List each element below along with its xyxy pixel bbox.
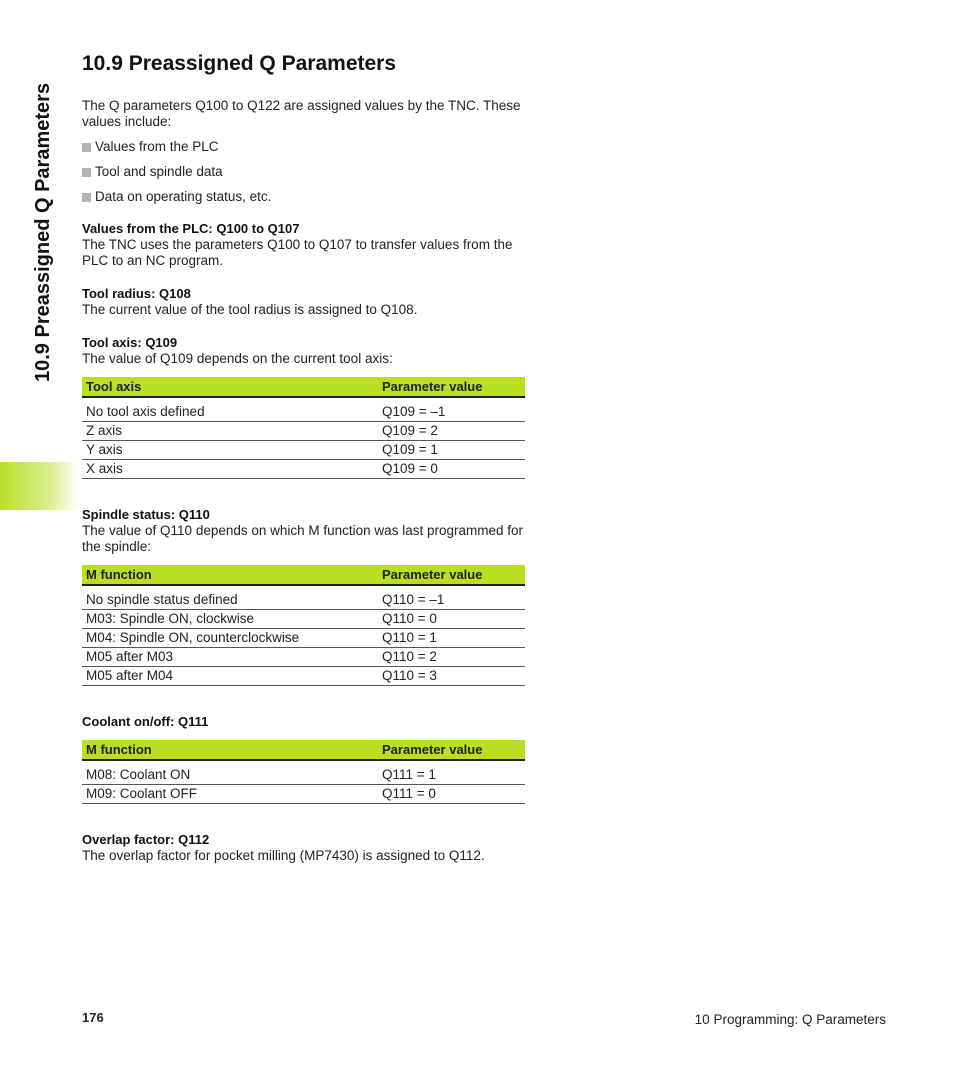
sidebar-title-text: 10.9 Preassigned Q Parameters [32,82,54,382]
page-title: 10.9 Preassigned Q Parameters [82,52,397,75]
table-header-cell: Tool axis [82,377,378,397]
table-header-cell: M function [82,565,378,585]
table-row: M03: Spindle ON, clockwise Q110 = 0 [82,610,525,629]
table-row: M08: Coolant ON Q111 = 1 [82,760,525,785]
section-heading: Values from the PLC: Q100 to Q107 [82,221,300,236]
table-header-row [82,377,525,397]
list-item: Tool and spindle data [82,164,526,180]
page-number: 176 [82,1010,104,1025]
spindle-status-table [82,565,525,686]
footer-chapter-title: 10 Programming: Q Parameters [694,1012,886,1027]
list-item: Values from the PLC [82,139,526,155]
section-text: The overlap factor for pocket milling (MP7430) is assigned to Q112. [82,848,485,863]
section-heading: Spindle status: Q110 [82,507,210,522]
section-text: The value of Q109 depends on the current tool axis: [82,351,393,366]
table-row: Y axis Q109 = 1 [82,441,525,460]
sidebar-vertical-title [24,52,64,382]
coolant-table [82,740,525,804]
table-row: No spindle status defined Q110 = –1 [82,585,525,610]
table-row: Z axis Q109 = 2 [82,422,525,441]
table-header-row [82,740,525,760]
square-bullet-icon [82,143,91,152]
section-overlap-factor [82,832,526,864]
table-row: M05 after M03 Q110 = 2 [82,648,525,667]
bullet-list [82,139,526,205]
table-header-row [82,565,525,585]
chapter-tab-marker [0,462,78,510]
table-row: M09: Coolant OFF Q111 = 0 [82,785,525,804]
section-heading: Coolant on/off: Q111 [82,714,209,729]
list-item: Data on operating status, etc. [82,189,526,205]
section-plc [82,221,526,269]
section-coolant [82,714,526,804]
table-header-cell: Parameter value [378,740,525,760]
section-tool-radius [82,286,526,318]
section-text: The current value of the tool radius is assigned to Q108. [82,302,418,317]
section-text: The value of Q110 depends on which M function was last programmed for the spindle: [82,523,523,554]
intro-text: The Q parameters Q100 to Q122 are assigned values by the TNC. These values include: [82,98,521,129]
square-bullet-icon [82,168,91,177]
main-content [82,50,526,881]
table-header-cell: Parameter value [378,377,525,397]
table-row: M04: Spindle ON, counterclockwise Q110 = 1 [82,629,525,648]
tool-axis-table [82,377,525,479]
table-row: No tool axis defined Q109 = –1 [82,397,525,422]
section-spindle-status [82,507,526,686]
table-row: X axis Q109 = 0 [82,460,525,479]
square-bullet-icon [82,193,91,202]
section-heading: Tool radius: Q108 [82,286,191,301]
section-heading: Tool axis: Q109 [82,335,178,350]
section-text: The TNC uses the parameters Q100 to Q107 to transfer values from the PLC to an NC program. [82,237,513,268]
table-header-cell: Parameter value [378,565,525,585]
section-tool-axis [82,335,526,479]
section-heading: Overlap factor: Q112 [82,832,210,847]
table-row: M05 after M04 Q110 = 3 [82,667,525,686]
table-header-cell: M function [82,740,378,760]
